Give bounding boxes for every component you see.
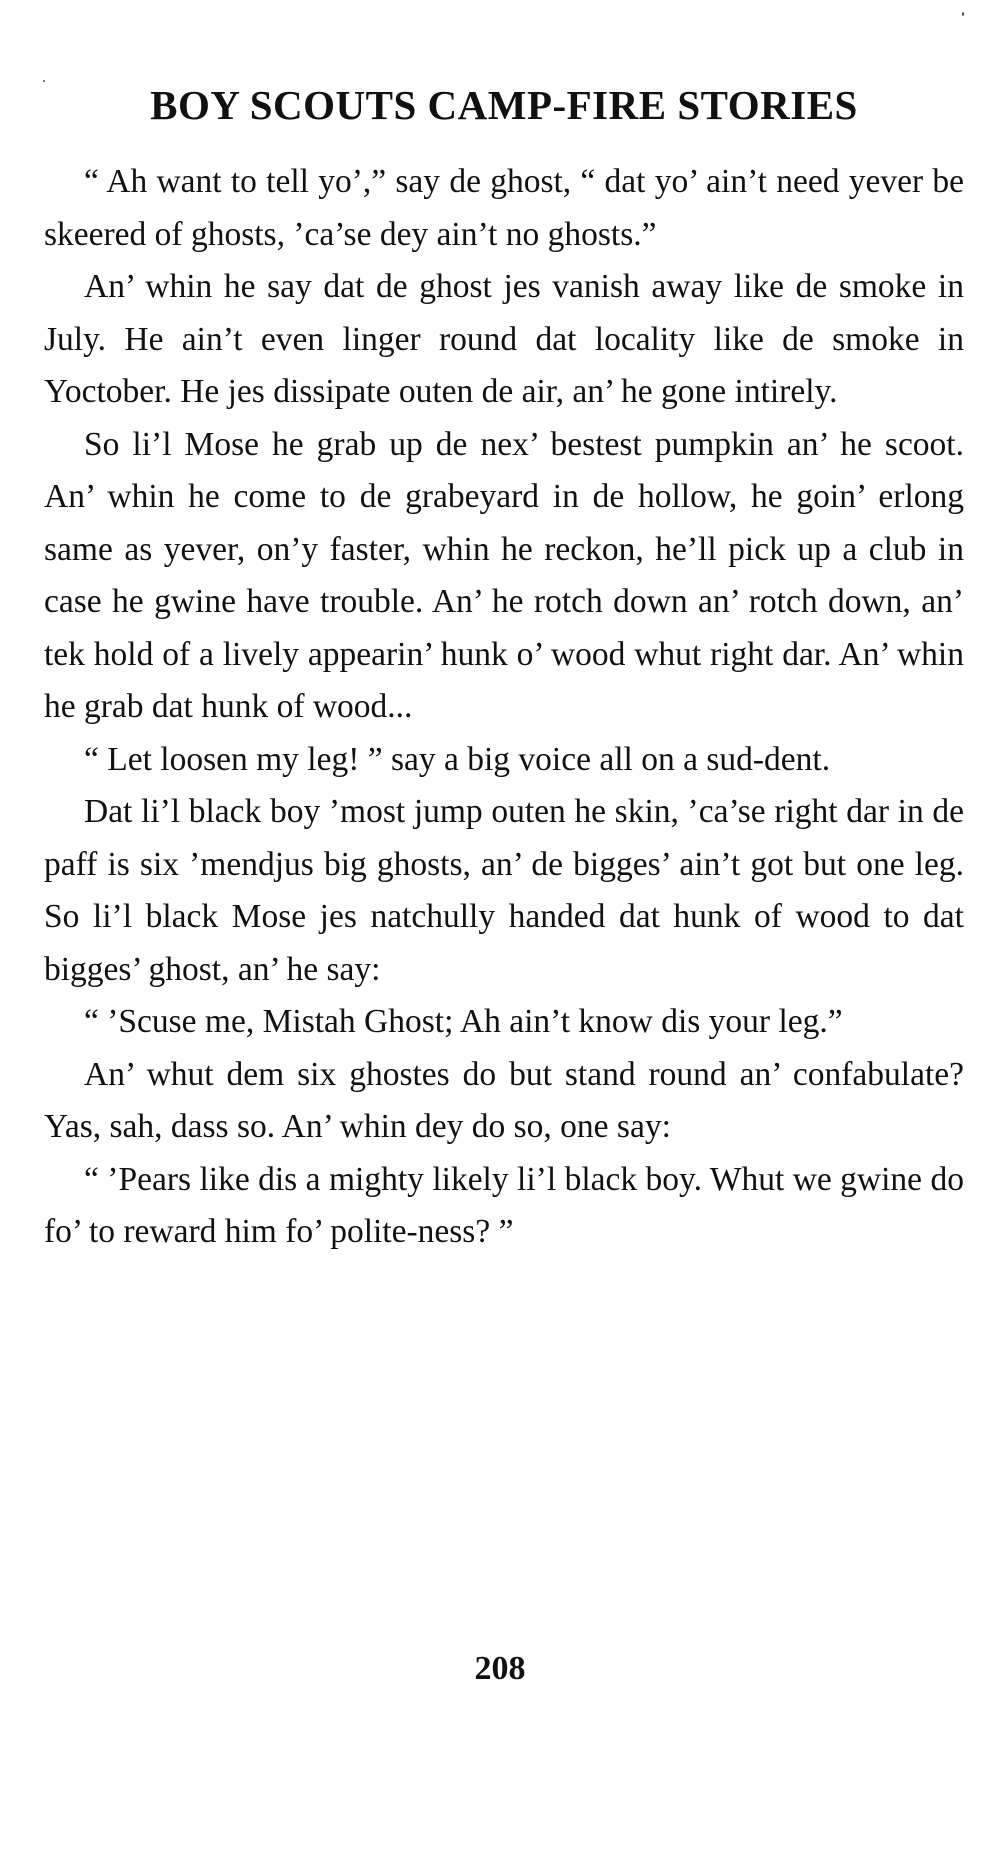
paragraph-1: “ Ah want to tell yo’,” say de ghost, “ dat yo’ ain’t need yever be skeered of ghosts, ’ca’se dey ain’t no ghosts.” bbox=[44, 163, 964, 253]
paragraph-2: An’ whin he say dat de ghost jes vanish away like de smoke in July. He ain’t even linger round dat locality like de smoke in Yoctober. He jes dissipate outen de air, an’ he gone intirely. bbox=[44, 268, 964, 410]
paragraph-6: “ ’Scuse me, Mistah Ghost; Ah ain’t know dis your leg.” bbox=[84, 1003, 843, 1040]
paragraph-5: Dat li’l black boy ’most jump outen he skin, ’ca’se right dar in de paff is six ’mendjus big ghosts, an’ de bigges’ ain’t got but one leg. So li’l black Mose jes natchully handed dat hunk of wood to dat bigges’ ghost, an’ he say: bbox=[44, 793, 964, 988]
page-number: 208 bbox=[474, 1650, 526, 1687]
paragraph-8: “ ’Pears like dis a mighty likely li’l black boy. Whut we gwine do fo’ to reward him fo’ polite-ness? ” bbox=[44, 1160, 964, 1250]
ink-speck bbox=[962, 12, 964, 16]
paragraph-7: An’ whut dem six ghostes do but stand round an’ confabulate? Yas, sah, dass so. An’ whin dey do so, one say: bbox=[44, 1055, 964, 1145]
book-page bbox=[44, 80, 964, 1259]
running-title: BOY SCOUTS CAMP-FIRE STORIES bbox=[150, 82, 858, 128]
ink-speck bbox=[43, 80, 45, 82]
paragraph-3: So li’l Mose he grab up de nex’ bestest pumpkin an’ he scoot. An’ whin he come to de grabeyard in de hollow, he goin’ erlong same as yever, on’y faster, whin he reckon, he’ll pick up a club in case he gwine have trouble. An’ he rotch down an’ rotch down, an’ tek hold of a lively appearin’ hunk o’ wood whut right dar. An’ whin he grab dat hunk of wood... bbox=[44, 425, 964, 725]
paragraph-4: “ Let loosen my leg! ” say a big voice all on a sud-dent. bbox=[84, 740, 831, 778]
